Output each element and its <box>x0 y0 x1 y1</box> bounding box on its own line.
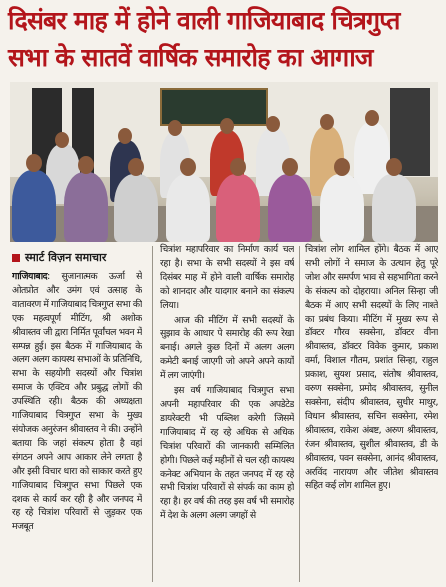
photo-head <box>220 118 234 134</box>
photo-head <box>230 158 246 176</box>
headline: दिसंबर माह में होने वाली गाजियाबाद चित्रगुप्त सभा के सातवें वार्षिक समारोह का आगाज <box>8 6 400 72</box>
photo-person <box>114 174 158 242</box>
photo-head <box>26 154 42 172</box>
article-paragraph <box>12 270 142 534</box>
photo-person <box>372 174 416 242</box>
photo-head <box>334 158 350 176</box>
article-paragraph: चित्रांश लोग शामिल होंगे। बैठक में आए सभी लोगों ने समाज के उत्थान हेतु पूरे जोश और समर्पण भाव से सहभागिता करने के संकल्प को दोहराया। अनिल सिन्हा जी बैठक में आए सभी सदस्यों के लिए नाश्ते का प्रबंध किया। मीटिंग में मुख्य रूप से डॉक्टर गौरव सक्सेना, डॉक्टर वीना श्रीवास्तव, डॉक्टर विवेक कुमार, प्रकाश वर्मा, विशाल गौतम, प्रशांत सिन्हा, राहुल प्रकाश, सुयश प्रसाद, संतोष श्रीवास्तव, वरुण सक्सेना, प्रमोद श्रीवास्तव, सुनील सक्सेना, संदीप श्रीवास्तव, सुधीर माथुर, विधान श्रीवास्तव, सचिन सक्सेना, रमेश श्रीवास्तव, राकेश अंबष्ट, अरुण श्रीवास्तव, रंजन श्रीवास्तव, सुशील श्रीवास्तव, डी के श्रीवास्तव, पवन सक्सेना, आनंद श्रीवास्तव, अरविंद नारायण और जीतेश श्रीवास्तव सहित कई लोग शामिल हुए। <box>305 244 438 492</box>
photo-head <box>78 156 94 174</box>
article-column-2 <box>160 243 294 585</box>
photo-person <box>320 174 364 242</box>
photo-head <box>128 158 144 176</box>
byline-marker <box>12 254 20 262</box>
photo-person <box>64 172 108 242</box>
article-paragraph: इस वर्ष गाजियाबाद चित्रगुप्त सभा अपनी महापरिवार की एक अपडेटेड डायरेक्टरी भी पब्लिश करेगी जिसमें गाजियाबाद में रह रहे अधिक से अधिक चित्रांश परिवारों की जानकारी सम्मिलित होगी। पिछले कई महीनों से चल रही कायस्थ कनेक्ट अभियान के तहत जनपद में रह रहे सभी चित्रांश परिवारों से संपर्क का काम हो रहा है। हर वर्ष की तरह इस वर्ष भी समारोह में देश के अलग अलग जगहों से <box>160 385 294 522</box>
article-column-3 <box>305 243 438 585</box>
photo-head <box>55 132 69 148</box>
column-rule <box>152 246 153 582</box>
group-photo <box>10 82 438 242</box>
photo-head <box>168 120 182 136</box>
photo-person <box>166 174 210 242</box>
article-paragraph: चित्रांश महापरिवार का निर्माण कार्य चल रहा है। सभा के सभी सदस्यों ने इस वर्ष दिसंबर माह में होने वाली वार्षिक समारोह को शानदार और यादगार बनाने का संकल्प लिया। <box>160 244 294 311</box>
photo-head <box>118 128 132 144</box>
photo-head <box>320 114 334 130</box>
photo-head <box>180 158 196 176</box>
photo-person <box>268 174 312 242</box>
dateline: गाजियाबाद <box>12 271 48 282</box>
photo-person <box>216 174 260 242</box>
photo-head <box>386 158 402 176</box>
photo-head <box>365 110 379 126</box>
article-column-1 <box>12 270 142 585</box>
column-rule <box>299 246 300 582</box>
photo-person <box>12 170 56 242</box>
paragraph-text: : सुजानात्मक ऊर्जा से ओतप्रोत और उमंग एवं उत्साह के वातावरण में गाजियाबाद चित्रगुप्त सभा की एक महत्वपूर्ण मीटिंग, श्री अशोक श्रीवास्तव जी द्वारा निर्मित पूर्वांचल भवन में सम्पन्न हुई। इस बैठक में गाजियाबाद के अलग अलग कायस्थ सभाओं के प्रतिनिधि, सभा के सहयोगी सदस्यों और चित्रांश समाज के एक्टिव और प्रबुद्ध लोगों की उपस्थिति रही। बैठक की अध्यक्षता गाजियाबाद चित्रगुप्त सभा के मुख्य संयोजक अनुरंजन श्रीवास्तव ने की। उन्होंने बताया कि जहां संकल्प होता है वहां संगठन अपने आप आकार लेने लगता है और इसी विचार धारा को साकार करते हुए गाजियाबाद चित्रगुप्त सभा पिछले एक दशक से कार्य कर रही है और जनपद में रह रहे चित्रांश परिवारों से जुड़कर एक मजबूत <box>12 271 142 533</box>
article-paragraph: आज की मीटिंग में सभी सदस्यों के सुझाव के आधार पे समारोह की रूप रेखा बनाई। अगले कुछ दिनों में अलग अलग कमेटी बनाई जाएगी जो अपने अपने कार्यों में लग जाएंगी। <box>160 314 294 382</box>
byline-text: स्मार्ट विज़न समाचार <box>25 251 107 264</box>
photo-head <box>282 158 298 176</box>
photo-head <box>266 116 280 132</box>
byline <box>12 250 106 265</box>
